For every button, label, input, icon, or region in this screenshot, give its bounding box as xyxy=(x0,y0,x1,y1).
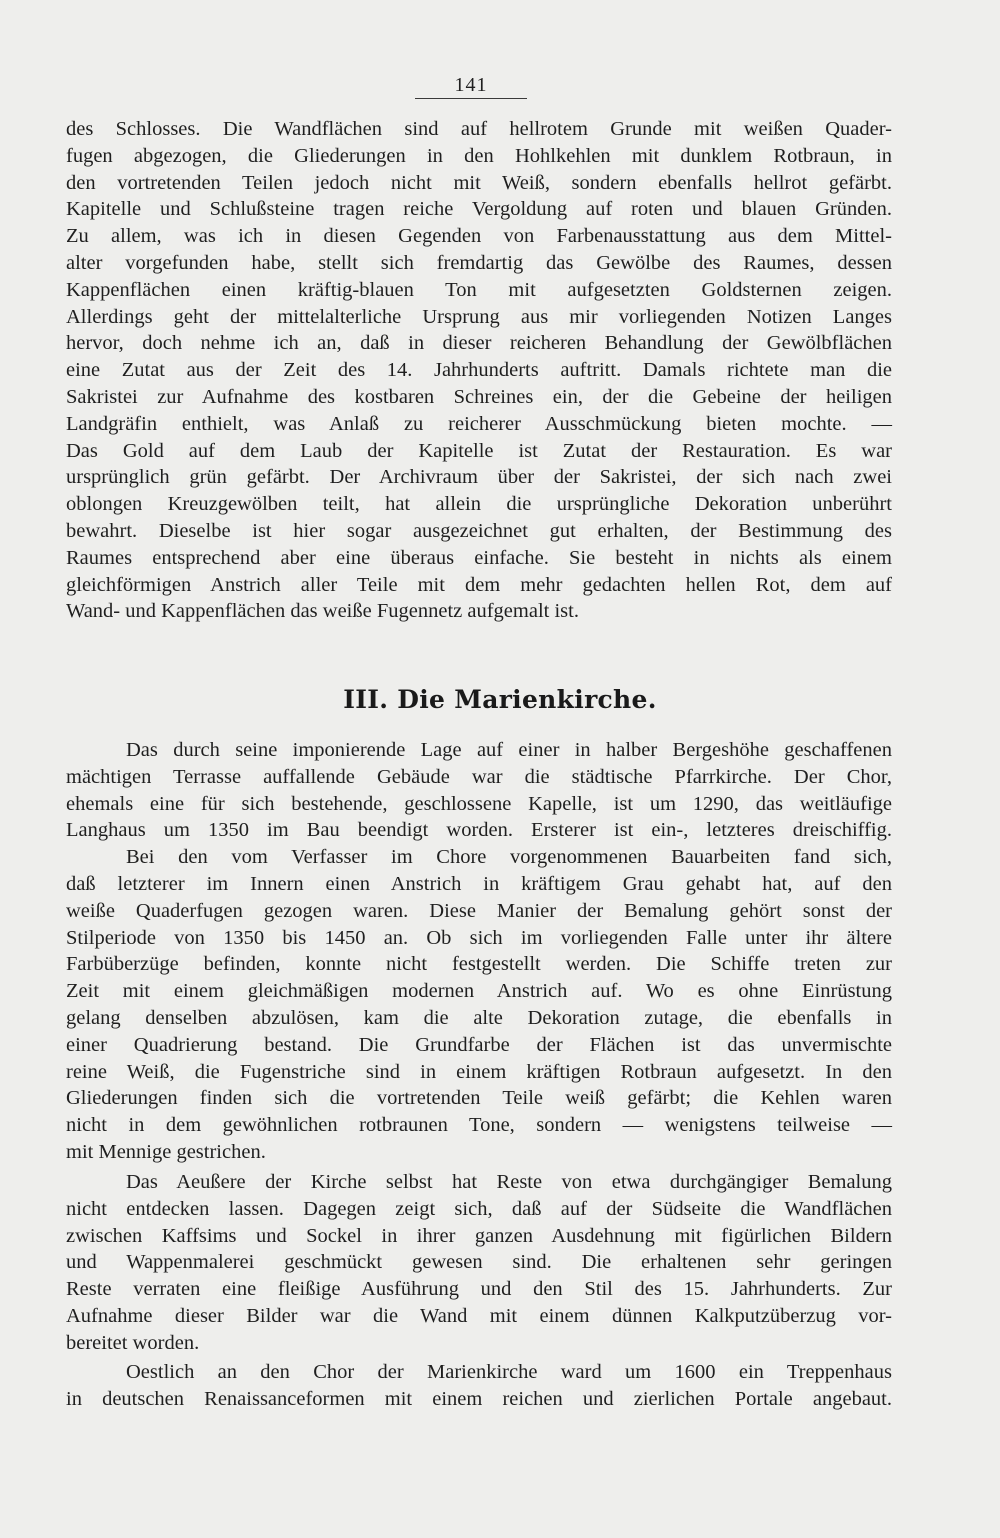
text-line: eine Zutat aus der Zeit des 14. Jahrhunderts auftritt. Damals richtete man die xyxy=(66,359,892,382)
text-line: alter vorgefunden habe, stellt sich fremdartig das Gewölbe des Raumes, dessen xyxy=(66,251,892,274)
text-line: Bei den vom Verfasser im Chore vorgenommenen Bauarbeiten fand sich, xyxy=(126,846,892,869)
text-line: Gliederungen finden sich die vortretenden Teile weiß gefärbt; die Kehlen waren xyxy=(66,1087,892,1110)
header-rule xyxy=(415,98,527,99)
text-line: einer Quadrierung bestand. Die Grundfarbe der Flächen ist das unvermischte xyxy=(66,1033,892,1056)
text-line: oblongen Kreuzgewölben teilt, hat allein die ursprüngliche Dekoration unberührt xyxy=(66,493,892,516)
text-line: Zeit mit einem gleichmäßigen modernen Anstrich auf. Wo es ohne Einrüstung xyxy=(66,980,892,1003)
text-line: des Schlosses. Die Wandflächen sind auf hellrotem Grunde mit weißen Quader- xyxy=(66,118,892,140)
text-line: Langhaus um 1350 im Bau beendigt worden. Ersterer ist ein-, letzteres dreischiffig. xyxy=(66,819,892,842)
text-line: Oestlich an den Chor der Marienkirche ward um 1600 ein Treppenhaus xyxy=(126,1361,892,1383)
text-line: Sakristei zur Aufnahme des kostbaren Schreines ein, der die Gebeine der heiligen xyxy=(66,385,892,408)
text-line: gleichförmigen Anstrich aller Teile mit dem mehr gedachten hellen Rot, dem auf xyxy=(66,573,892,596)
text-line: nicht in dem gewöhnlichen rotbraunen Tone, sondern — wenigstens teilweise — xyxy=(66,1114,892,1137)
text-line: ehemals eine für sich bestehende, geschlossene Kapelle, ist um 1290, das weitläufige xyxy=(66,792,892,815)
text-line: gelang denselben abzulösen, kam die alte Dekoration zutage, die ebenfalls in xyxy=(66,1006,892,1029)
paragraph-marienkirche-intro xyxy=(66,737,892,1166)
text-line: Das durch seine imponierende Lage auf einer in halber Bergeshöhe geschaffenen xyxy=(126,739,892,761)
paragraph-treppenhaus xyxy=(66,1359,892,1413)
text-line: Das Gold auf dem Laub der Kapitelle ist Zutat der Restauration. Es war xyxy=(66,439,892,462)
text-line: Zu allem, was ich in diesen Gegenden von Farbenausstattung aus dem Mittel- xyxy=(66,225,892,248)
text-line: in deutschen Renaissanceformen mit einem reichen und zierlichen Portale angebaut. xyxy=(66,1387,892,1410)
text-line: Reste verraten eine fleißige Ausführung und den Stil des 15. Jahrhunderts. Zur xyxy=(66,1278,892,1301)
text-line: fugen abgezogen, die Gliederungen in den Hohlkehlen mit dunklem Rotbraun, in xyxy=(66,144,892,167)
text-line: Landgräfin enthielt, was Anlaß zu reicherer Ausschmückung bieten mochte. — xyxy=(66,412,892,435)
text-line: Stilperiode von 1350 bis 1450 an. Ob sich im vorliegenden Falle unter ihr ältere xyxy=(66,926,892,949)
text-line: hervor, doch nehme ich an, daß in dieser reicheren Behandlung der Gewölbflächen xyxy=(66,332,892,355)
text-line: ursprünglich grün gefärbt. Der Archivraum über der Sakristei, der sich nach zwei xyxy=(66,466,892,489)
text-line: daß letzterer im Innern einen Anstrich in kräftigem Grau gehabt hat, auf den xyxy=(66,872,892,895)
text-line: mit Mennige gestrichen. xyxy=(66,1140,266,1163)
text-line: mächtigen Terrasse auffallende Gebäude war die städtische Pfarrkirche. Der Chor, xyxy=(66,765,892,788)
text-line: weiße Quaderfugen gezogen waren. Diese Manier der Bemalung gehört sonst der xyxy=(66,899,892,922)
text-line: Allerdings geht der mittelalterliche Ursprung aus mir vorliegenden Notizen Langes xyxy=(66,305,892,328)
text-line: nicht entdecken lassen. Dagegen zeigt sich, daß auf der Südseite die Wandflächen xyxy=(66,1197,892,1220)
text-line: bewahrt. Dieselbe ist hier sogar ausgezeichnet gut erhalten, der Bestimmung des xyxy=(66,519,892,542)
text-line: reine Weiß, die Fugenstriche sind in einem kräftigen Rotbraun aufgesetzt. In den xyxy=(66,1060,892,1083)
text-line: bereitet worden. xyxy=(66,1331,200,1354)
paragraph-aeussere xyxy=(66,1169,892,1357)
text-line: Farbüberzüge befinden, konnte nicht festgestellt werden. Die Schiffe treten zur xyxy=(66,953,892,976)
page-number: 141 xyxy=(454,74,488,96)
paragraph-schlosses xyxy=(66,116,892,625)
text-line: Aufnahme dieser Bilder war die Wand mit einem dünnen Kalkputzüberzug vor- xyxy=(66,1304,892,1327)
text-line: Kapitelle und Schlußsteine tragen reiche Vergoldung auf roten und blauen Gründen. xyxy=(66,198,892,221)
text-line: Raumes entsprechend aber eine überaus einfache. Sie besteht in nichts als einem xyxy=(66,546,892,569)
text-line: Kappenflächen einen kräftig-blauen Ton mit aufgesetzten Goldsternen zeigen. xyxy=(66,278,892,301)
text-line: zwischen Kaffsims und Sockel in ihrer ganzen Ausdehnung mit figürlichen Bildern xyxy=(66,1224,892,1247)
text-line: Wand- und Kappenflächen das weiße Fugennetz aufgemalt ist. xyxy=(66,600,579,623)
section-heading: III. Die Marienkirche. xyxy=(343,685,657,714)
text-line: Das Aeußere der Kirche selbst hat Reste von etwa durchgängiger Bemalung xyxy=(126,1171,892,1193)
page-header xyxy=(415,72,527,99)
text-line: den vortretenden Teilen jedoch nicht mit Weiß, sondern ebenfalls hellrot gefärbt. xyxy=(66,171,892,194)
text-line: und Wappenmalerei geschmückt gewesen sind. Die erhaltenen sehr geringen xyxy=(66,1251,892,1274)
